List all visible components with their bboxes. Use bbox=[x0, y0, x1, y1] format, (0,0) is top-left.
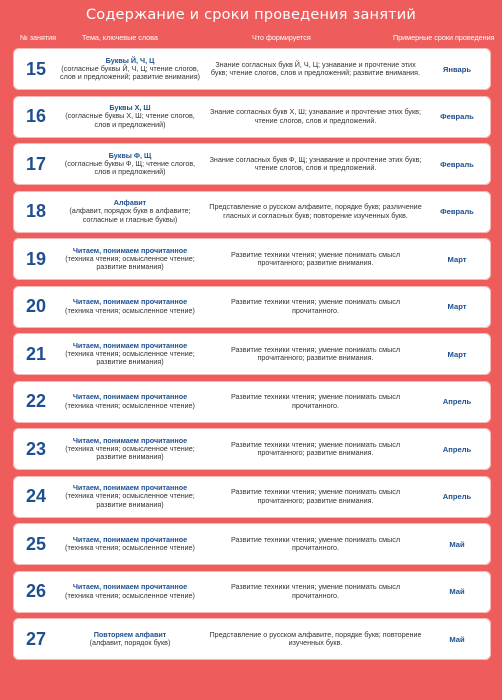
lesson-topic-title: Читаем, понимаем прочитанное bbox=[72, 435, 188, 445]
lesson-topic-title: Буквы Ф, Щ bbox=[108, 150, 152, 160]
lesson-topic bbox=[60, 523, 200, 565]
lesson-topic-title: Повторяем алфавит bbox=[93, 629, 167, 639]
lesson-number: 27 bbox=[25, 628, 47, 649]
lesson-month: Май bbox=[449, 587, 465, 596]
lesson-month: Февраль bbox=[440, 112, 474, 121]
lesson-topic bbox=[60, 333, 200, 375]
table-row bbox=[13, 523, 491, 565]
column-header-dates: Примерные сроки проведения bbox=[393, 33, 495, 42]
lesson-month: Апрель bbox=[442, 397, 472, 406]
lesson-topic bbox=[60, 238, 200, 280]
lesson-topic bbox=[60, 428, 200, 470]
lesson-skills: Представление о русском алфавите, порядке букв; различение гласных и согласных букв; повторение изученных букв. bbox=[209, 202, 422, 220]
lesson-topic-keywords: (согласные буквы Ф, Щ; чтение слогов, слов и предложений) bbox=[64, 158, 196, 177]
lesson-month: Февраль bbox=[440, 207, 474, 216]
lesson-topic-title: Читаем, понимаем прочитанное bbox=[72, 392, 188, 402]
lesson-number: 16 bbox=[25, 106, 47, 126]
lesson-skills: Развитие техники чтения; умение понимать смысл прочитанного; развитие внимания. bbox=[230, 344, 401, 362]
lesson-topic-keywords: (техника чтения; осмысленное чтение) bbox=[65, 543, 195, 552]
column-header-topic: Тема, ключевые слова bbox=[82, 33, 158, 42]
lesson-month: Март bbox=[447, 254, 467, 264]
table-row bbox=[13, 571, 491, 613]
lesson-number: 19 bbox=[25, 248, 47, 269]
lesson-skills: Знание согласных букв Х, Ш; узнавание и прочтение этих букв; чтение слогов, слов и предложений. bbox=[210, 107, 421, 125]
table-row bbox=[13, 286, 491, 328]
table-row bbox=[13, 238, 491, 280]
lesson-number: 25 bbox=[25, 533, 47, 554]
lesson-topic-keywords: (алфавит, порядок букв в алфавите; согласные и гласные буквы) bbox=[69, 206, 191, 224]
lesson-topic-title: Читаем, понимаем прочитанное bbox=[72, 297, 188, 307]
lesson-topic bbox=[60, 286, 200, 328]
table-row bbox=[13, 381, 491, 423]
lesson-topic-title: Читаем, понимаем прочитанное bbox=[72, 483, 188, 493]
lesson-skills: Развитие техники чтения; умение понимать смысл прочитанного. bbox=[230, 392, 401, 410]
lesson-topic-keywords: (техника чтения; осмысленное чтение; развитие внимания) bbox=[65, 443, 195, 462]
lesson-topic-title: Читаем, понимаем прочитанное bbox=[72, 534, 188, 544]
lesson-number: 20 bbox=[25, 296, 47, 316]
lesson-number: 21 bbox=[25, 343, 47, 364]
lesson-topic-title: Алфавит bbox=[113, 198, 147, 208]
lesson-topic-title: Читаем, понимаем прочитанное bbox=[72, 582, 188, 592]
lesson-topic bbox=[60, 381, 200, 423]
lesson-skills: Развитие техники чтения; умение понимать смысл прочитанного; развитие внимания. bbox=[230, 439, 401, 457]
lesson-number: 26 bbox=[25, 581, 47, 601]
column-headers bbox=[0, 33, 502, 45]
column-header-num: № занятия bbox=[20, 33, 57, 42]
lesson-skills: Развитие техники чтения; умение понимать смысл прочитанного. bbox=[230, 297, 401, 315]
table-row bbox=[13, 96, 491, 138]
lesson-topic bbox=[60, 143, 200, 185]
lesson-topic-keywords: (согласные буквы Х, Ш; чтение слогов, слов и предложений) bbox=[65, 111, 195, 129]
lesson-month: Апрель bbox=[442, 492, 472, 501]
lesson-topic bbox=[60, 48, 200, 90]
table-row bbox=[13, 428, 491, 470]
lesson-topic-keywords: (техника чтения; осмысленное чтение) bbox=[65, 400, 195, 410]
lesson-skills: Знание согласных букв Ф, Щ; узнавание и прочтение этих букв; чтение слогов, слов и предложений. bbox=[209, 154, 422, 172]
lesson-topic bbox=[60, 618, 200, 660]
lesson-month: Май bbox=[449, 539, 465, 549]
lesson-skills: Представление о русском алфавите, порядке букв; повторение изученных букв. bbox=[209, 629, 422, 647]
lesson-number: 23 bbox=[25, 438, 47, 459]
lesson-topic bbox=[60, 96, 200, 138]
lesson-skills: Знание согласных букв Й, Ч, Ц; узнавание и прочтение этих букв; чтение слогов, слов и предложений; развитие внимания. bbox=[210, 59, 421, 77]
lesson-number: 24 bbox=[25, 486, 47, 506]
lesson-month: Апрель bbox=[442, 444, 472, 454]
lessons-table bbox=[13, 48, 491, 666]
lesson-month: Март bbox=[447, 349, 467, 359]
lesson-topic-keywords: (техника чтения; осмысленное чтение; развитие внимания) bbox=[65, 348, 195, 367]
lesson-skills: Развитие техники чтения; умение понимать смысл прочитанного; развитие внимания. bbox=[230, 487, 401, 505]
lesson-number: 18 bbox=[25, 201, 47, 221]
lesson-month: Январь bbox=[442, 64, 472, 74]
lesson-month: Февраль bbox=[440, 159, 474, 169]
lesson-topic-title: Буквы Х, Ш bbox=[109, 103, 151, 113]
lesson-topic bbox=[60, 571, 200, 613]
table-row bbox=[13, 333, 491, 375]
table-row bbox=[13, 191, 491, 233]
lesson-topic-keywords: (техника чтения; осмысленное чтение; развитие внимания) bbox=[65, 491, 195, 509]
lesson-topic-keywords: (техника чтения; осмысленное чтение) bbox=[65, 590, 195, 600]
lesson-number: 17 bbox=[25, 153, 47, 174]
lesson-topic bbox=[60, 476, 200, 518]
lesson-skills: Развитие техники чтения; умение понимать смысл прочитанного. bbox=[230, 534, 401, 552]
lesson-topic-keywords: (техника чтения; осмысленное чтение) bbox=[65, 305, 195, 315]
lesson-number: 15 bbox=[25, 58, 47, 79]
column-header-skills: Что формируется bbox=[252, 33, 311, 42]
table-row bbox=[13, 143, 491, 185]
lesson-topic bbox=[60, 191, 200, 233]
table-row bbox=[13, 618, 491, 660]
lesson-topic-title: Читаем, понимаем прочитанное bbox=[72, 245, 188, 255]
table-row bbox=[13, 476, 491, 518]
lesson-topic-title: Буквы Й, Ч, Ц bbox=[105, 55, 155, 65]
lesson-topic-keywords: (согласные буквы Й, Ч, Ц; чтение слогов, слов и предложений; развитие внимания) bbox=[60, 63, 200, 82]
lesson-topic-keywords: (алфавит, порядок букв) bbox=[89, 638, 171, 647]
lesson-number: 22 bbox=[25, 391, 47, 411]
lesson-skills: Развитие техники чтения; умение понимать смысл прочитанного; развитие внимания. bbox=[230, 249, 401, 267]
page-title: Содержание и сроки проведения занятий bbox=[85, 7, 417, 23]
lesson-topic-keywords: (техника чтения; осмысленное чтение; развитие внимания) bbox=[65, 253, 195, 272]
lesson-topic-title: Читаем, понимаем прочитанное bbox=[72, 340, 188, 350]
table-row bbox=[13, 48, 491, 90]
lesson-month: Май bbox=[449, 634, 465, 644]
lesson-month: Март bbox=[447, 302, 467, 311]
lesson-skills: Развитие техники чтения; умение понимать смысл прочитанного. bbox=[230, 582, 401, 600]
